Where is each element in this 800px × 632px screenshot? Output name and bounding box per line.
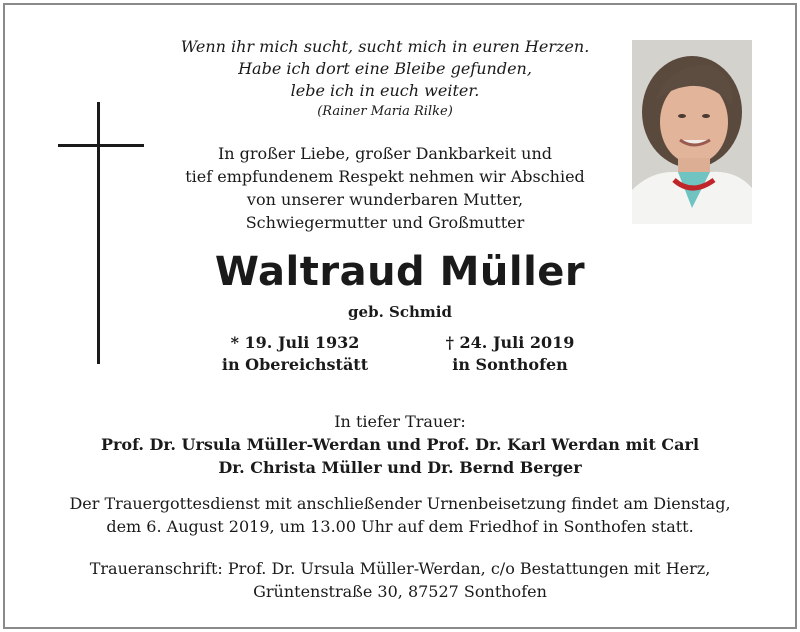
death-date: † 24. Juli 2019	[445, 333, 575, 352]
mourners-line: Dr. Christa Müller und Dr. Bernd Berger	[218, 458, 582, 477]
death-info	[420, 332, 600, 376]
birth-info	[205, 332, 385, 376]
poem-line: Wenn ihr mich sucht, sucht mich in euren Herzen.	[180, 37, 590, 56]
poem-line: Habe ich dort eine Bleibe gefunden,	[238, 59, 532, 78]
poem	[150, 36, 620, 122]
mourners-line: Prof. Dr. Ursula Müller-Werdan und Prof. Dr. Karl Werdan mit Carl	[100, 435, 700, 454]
deceased-name: Waltraud Müller	[214, 249, 586, 295]
address-line: Traueranschrift: Prof. Dr. Ursula Müller-Werdan, c/o Bestattungen mit Herz,	[89, 559, 711, 578]
mourning-address	[30, 557, 770, 603]
mourners-heading: In tiefer Trauer:	[334, 412, 466, 431]
service-info	[30, 492, 770, 538]
address-line: Grüntenstraße 30, 87527 Sonthofen	[253, 582, 547, 601]
intro-line: In großer Liebe, großer Dankbarkeit und	[217, 144, 553, 163]
intro-line: Schwiegermutter und Großmutter	[245, 213, 525, 232]
death-place: in Sonthofen	[452, 355, 568, 374]
intro-line: von unserer wunderbaren Mutter,	[246, 190, 524, 209]
birth-date: * 19. Juli 1932	[230, 333, 360, 352]
poem-author: (Rainer Maria Rilke)	[317, 104, 453, 119]
mourners	[60, 410, 740, 479]
cross-icon-horizontal	[58, 144, 144, 147]
cross-icon-vertical	[97, 102, 100, 364]
poem-line: lebe ich in euch weiter.	[290, 81, 480, 100]
intro-line: tief empfundenem Respekt nehmen wir Abschied	[185, 167, 585, 186]
intro-text	[150, 142, 620, 234]
service-line: Der Trauergottesdienst mit anschließender Urnenbeisetzung findet am Dienstag,	[69, 494, 731, 513]
maiden-name: geb. Schmid	[348, 303, 452, 321]
birth-place: in Obereichstätt	[221, 355, 369, 374]
service-line: dem 6. August 2019, um 13.00 Uhr auf dem Friedhof in Sonthofen statt.	[106, 517, 694, 536]
portrait-photo	[632, 40, 752, 224]
